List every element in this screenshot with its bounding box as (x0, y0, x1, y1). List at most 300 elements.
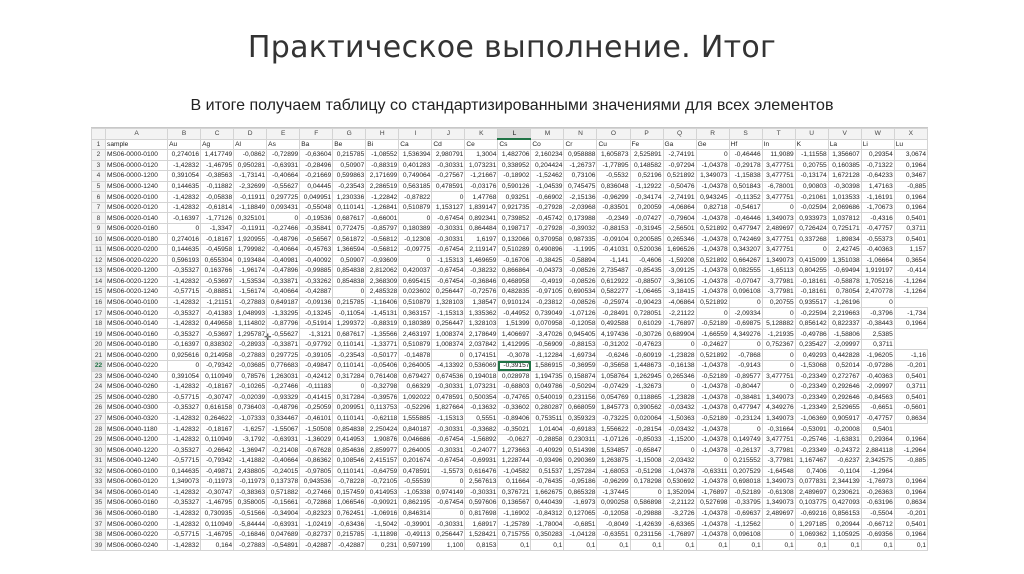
value-cell[interactable]: 0,077831 (795, 477, 828, 488)
value-cell[interactable]: -0,63196 (861, 498, 894, 509)
value-cell[interactable]: -1,04378 (696, 403, 729, 414)
value-cell[interactable]: 0,292646 (828, 392, 861, 403)
value-cell[interactable]: -0,38363 (234, 487, 267, 498)
row-header[interactable]: 30 (92, 445, 106, 456)
row-header[interactable]: 10 (92, 234, 106, 245)
field-name-cell[interactable]: Hf (729, 139, 762, 150)
value-cell[interactable]: -0,24077 (465, 445, 498, 456)
value-cell[interactable]: 0,749064 (399, 171, 432, 182)
value-cell[interactable]: 0,3711 (861, 339, 894, 350)
value-cell[interactable]: 0,215785 (333, 529, 366, 540)
value-cell[interactable]: -0,12058 (597, 508, 630, 519)
value-cell[interactable]: -1,42832 (168, 508, 201, 519)
value-cell[interactable]: -1,16191 (861, 192, 894, 203)
value-cell[interactable]: 0,264005 (399, 361, 432, 372)
value-cell[interactable]: 0,490896 (531, 245, 564, 256)
row-header[interactable]: 11 (92, 245, 106, 256)
value-cell[interactable]: 0,521892 (696, 297, 729, 308)
value-cell[interactable]: 0,514398 (564, 445, 597, 456)
sample-id-cell[interactable]: MS06-0060-0200 (106, 519, 168, 530)
value-cell[interactable]: -1,70673 (861, 202, 894, 213)
value-cell[interactable]: -1,63831 (828, 434, 861, 445)
value-cell[interactable]: 0 (333, 287, 366, 298)
value-cell[interactable]: 1,556622 (597, 424, 630, 435)
value-cell[interactable]: 0,290369 (564, 455, 597, 466)
value-cell[interactable]: -0,16397 (168, 339, 201, 350)
value-cell[interactable]: 1,349073 (696, 171, 729, 182)
value-cell[interactable]: 11,9089 (762, 150, 795, 161)
value-cell[interactable]: -0,10265 (234, 382, 267, 393)
value-cell[interactable]: 0,1964 (894, 318, 927, 329)
value-cell[interactable]: -0,41415 (300, 392, 333, 403)
value-cell[interactable]: -1,42832 (168, 434, 201, 445)
value-cell[interactable]: -0,39576 (366, 392, 399, 403)
value-cell[interactable]: 1,295787 (234, 329, 267, 340)
value-cell[interactable]: 0 (399, 255, 432, 266)
value-cell[interactable]: -0,72105 (366, 477, 399, 488)
value-cell[interactable]: -0,33262 (300, 276, 333, 287)
value-cell[interactable]: 0,5401 (861, 424, 894, 435)
value-cell[interactable]: -0,97792 (300, 339, 333, 350)
value-cell[interactable]: 2,5385 (861, 329, 894, 340)
value-cell[interactable]: 0,1 (729, 540, 762, 551)
value-cell[interactable]: -0,60919 (630, 350, 663, 361)
value-cell[interactable]: -0,8049 (597, 519, 630, 530)
value-cell[interactable]: 0,8153 (465, 540, 498, 551)
value-cell[interactable]: 0,110949 (201, 519, 234, 530)
value-cell[interactable]: 0,93251 (498, 192, 531, 203)
field-name-cell[interactable]: Ga (663, 139, 696, 150)
value-cell[interactable]: 0,148582 (630, 160, 663, 171)
value-cell[interactable]: 2,485328 (366, 287, 399, 298)
value-cell[interactable]: -5,84444 (234, 519, 267, 530)
row-header[interactable]: 33 (92, 477, 106, 488)
value-cell[interactable]: -2,03432 (663, 455, 696, 466)
value-cell[interactable]: 0,231156 (630, 529, 663, 540)
value-cell[interactable]: 2,489697 (762, 508, 795, 519)
value-cell[interactable]: -0,11882 (201, 181, 234, 192)
value-cell[interactable]: 0,561872 (333, 234, 366, 245)
value-cell[interactable]: -0,52189 (696, 318, 729, 329)
value-cell[interactable]: -1,45131 (366, 308, 399, 319)
value-cell[interactable]: 0,52196 (630, 171, 663, 182)
value-cell[interactable]: 2,178649 (465, 329, 498, 340)
value-cell[interactable]: -1,04378 (696, 245, 729, 256)
value-cell[interactable]: -0,52296 (399, 403, 432, 414)
value-cell[interactable]: -0,49871 (201, 466, 234, 477)
value-cell[interactable]: 1,799982 (234, 245, 267, 256)
value-cell[interactable]: -1,42832 (168, 202, 201, 213)
value-cell[interactable]: 1,100 (432, 540, 465, 551)
value-cell[interactable]: -1,15008 (630, 455, 663, 466)
value-cell[interactable]: 2,489697 (762, 223, 795, 234)
row-header[interactable]: 17 (92, 308, 106, 319)
value-cell[interactable]: 3,477751 (762, 160, 795, 171)
value-cell[interactable]: 0,935517 (795, 297, 828, 308)
value-cell[interactable]: 0,50907 (333, 255, 366, 266)
field-name-cell[interactable]: Fe (630, 139, 663, 150)
field-name-cell[interactable]: Bi (366, 139, 399, 150)
value-cell[interactable]: -0,27928 (531, 202, 564, 213)
value-cell[interactable]: 0,5401 (894, 234, 927, 245)
value-cell[interactable]: 0,892341 (465, 213, 498, 224)
value-cell[interactable]: -0,5504 (861, 508, 894, 519)
value-cell[interactable]: -1,42832 (168, 382, 201, 393)
value-cell[interactable]: -0,26137 (729, 445, 762, 456)
value-cell[interactable]: 0,690534 (564, 287, 597, 298)
value-cell[interactable]: -0,46446 (729, 213, 762, 224)
value-cell[interactable]: -0,33871 (267, 276, 300, 287)
value-cell[interactable]: -1,16902 (498, 508, 531, 519)
value-cell[interactable]: -1,76973 (861, 477, 894, 488)
value-cell[interactable]: -0,28858 (531, 434, 564, 445)
value-cell[interactable]: -1,04582 (498, 466, 531, 477)
value-cell[interactable]: 0,414953 (366, 487, 399, 498)
value-cell[interactable]: -0,67454 (432, 455, 465, 466)
value-cell[interactable]: -0,64759 (366, 466, 399, 477)
sample-id-cell[interactable]: MS06-0060-0120 (106, 477, 168, 488)
value-cell[interactable]: 0,5401 (894, 519, 927, 530)
value-cell[interactable]: 0 (432, 508, 465, 519)
field-name-cell[interactable]: Ag (201, 139, 234, 150)
column-header-b[interactable]: B (168, 129, 201, 140)
value-cell[interactable]: -0,74765 (498, 392, 531, 403)
value-cell[interactable]: 0,520036 (630, 245, 663, 256)
value-cell[interactable]: 0,958888 (564, 150, 597, 161)
value-cell[interactable]: 0,726424 (795, 223, 828, 234)
value-cell[interactable]: -0,35327 (168, 445, 201, 456)
row-header[interactable]: 13 (92, 266, 106, 277)
value-cell[interactable]: -0,90423 (630, 297, 663, 308)
value-cell[interactable]: -1,76897 (663, 529, 696, 540)
value-cell[interactable]: 0,597606 (465, 498, 498, 509)
value-cell[interactable]: 0 (432, 350, 465, 361)
value-cell[interactable]: -0,31202 (597, 339, 630, 350)
value-cell[interactable]: 1,696526 (663, 245, 696, 256)
value-cell[interactable]: 0,616476 (465, 466, 498, 477)
value-cell[interactable]: -0,78228 (333, 477, 366, 488)
value-cell[interactable]: 1,058764 (597, 371, 630, 382)
value-cell[interactable]: 0,854636 (333, 445, 366, 456)
value-cell[interactable]: 0,586898 (630, 498, 663, 509)
value-cell[interactable]: -1,69734 (564, 350, 597, 361)
value-cell[interactable]: 0,500354 (465, 392, 498, 403)
value-cell[interactable]: 0,679427 (399, 371, 432, 382)
value-cell[interactable]: 0,370958 (531, 234, 564, 245)
value-cell[interactable]: 1,263031 (267, 371, 300, 382)
value-cell[interactable]: 0,215785 (333, 297, 366, 308)
value-cell[interactable]: -3,09125 (663, 266, 696, 277)
value-cell[interactable]: -1,53068 (795, 361, 828, 372)
value-cell[interactable]: -0,27466 (300, 487, 333, 498)
value-cell[interactable]: -1,42832 (168, 519, 201, 530)
value-cell[interactable]: -0,19536 (300, 213, 333, 224)
value-cell[interactable]: -0,13174 (795, 171, 828, 182)
value-cell[interactable]: -0,35841 (300, 223, 333, 234)
value-cell[interactable]: 0,1 (861, 540, 894, 551)
value-cell[interactable]: -4,06864 (663, 297, 696, 308)
value-cell[interactable]: 0,482835 (498, 287, 531, 298)
value-cell[interactable]: 1,349073 (762, 213, 795, 224)
value-cell[interactable]: -0,69216 (795, 508, 828, 519)
value-cell[interactable]: 0,272767 (828, 371, 861, 382)
value-cell[interactable]: -1,73141 (234, 171, 267, 182)
column-header-i[interactable]: I (399, 129, 432, 140)
value-cell[interactable]: 0,3711 (894, 382, 927, 393)
value-cell[interactable]: -0,40981 (267, 255, 300, 266)
value-cell[interactable]: 1,90876 (366, 434, 399, 445)
value-cell[interactable]: 0,905917 (828, 413, 861, 424)
value-cell[interactable]: -0,11973 (201, 477, 234, 488)
value-cell[interactable]: 0,215552 (729, 455, 762, 466)
value-cell[interactable]: 2,812062 (366, 266, 399, 277)
sample-id-cell[interactable]: MS06-0020-0160 (106, 223, 168, 234)
value-cell[interactable]: -0,40929 (531, 445, 564, 456)
value-cell[interactable]: 1,066546 (333, 498, 366, 509)
value-cell[interactable]: -1,02419 (300, 519, 333, 530)
value-cell[interactable]: -0,52189 (696, 371, 729, 382)
value-cell[interactable]: 1,114802 (234, 318, 267, 329)
value-cell[interactable]: -0,08526 (564, 266, 597, 277)
value-cell[interactable]: -1,04378 (696, 234, 729, 245)
value-cell[interactable]: 0,174151 (465, 350, 498, 361)
value-cell[interactable]: 0,274016 (168, 234, 201, 245)
value-cell[interactable]: -1,46795 (201, 529, 234, 540)
value-cell[interactable]: 0,521892 (696, 350, 729, 361)
value-cell[interactable]: 0,207529 (729, 466, 762, 477)
value-cell[interactable]: -0,30398 (828, 181, 861, 192)
column-header-k[interactable]: K (465, 129, 498, 140)
value-cell[interactable]: 1,47768 (465, 192, 498, 203)
value-cell[interactable]: 0,599863 (333, 171, 366, 182)
value-cell[interactable]: -0,39901 (399, 519, 432, 530)
value-cell[interactable]: 0,8634 (894, 498, 927, 509)
value-cell[interactable]: -3,36105 (663, 276, 696, 287)
value-cell[interactable]: 1,448673 (630, 361, 663, 372)
row-header[interactable]: 9 (92, 223, 106, 234)
value-cell[interactable]: -0,97805 (300, 466, 333, 477)
value-cell[interactable]: 0,1 (531, 540, 564, 551)
value-cell[interactable]: -1,41882 (234, 455, 267, 466)
value-cell[interactable]: -4,06864 (663, 202, 696, 213)
row-header[interactable]: 23 (92, 371, 106, 382)
sample-id-cell[interactable]: MS06-0040-0260 (106, 382, 168, 393)
value-cell[interactable]: 1,008374 (432, 329, 465, 340)
value-cell[interactable]: -1,141 (597, 255, 630, 266)
value-cell[interactable]: -0,69183 (564, 424, 597, 435)
sample-id-cell[interactable]: MS06-0020-1220 (106, 276, 168, 287)
value-cell[interactable]: -0,3078 (498, 350, 531, 361)
value-cell[interactable]: 0,29354 (861, 150, 894, 161)
value-cell[interactable]: -0,16846 (234, 529, 267, 540)
value-cell[interactable]: 0,020064 (630, 413, 663, 424)
value-cell[interactable]: 0,108546 (333, 455, 366, 466)
value-cell[interactable]: 0 (663, 382, 696, 393)
value-cell[interactable]: 0,201674 (399, 455, 432, 466)
value-cell[interactable]: -0,56812 (366, 234, 399, 245)
value-cell[interactable]: -1,25789 (498, 519, 531, 530)
column-header-a[interactable]: A (106, 129, 168, 140)
value-cell[interactable]: 1,406697 (498, 329, 531, 340)
sample-id-cell[interactable]: MS06-0060-0180 (106, 508, 168, 519)
column-header-d[interactable]: D (234, 129, 267, 140)
value-cell[interactable]: 0,096108 (729, 287, 762, 298)
column-header-m[interactable]: M (531, 129, 564, 140)
row-header[interactable]: 36 (92, 508, 106, 519)
value-cell[interactable]: -0,03432 (663, 403, 696, 414)
value-cell[interactable]: 0,974149 (432, 487, 465, 498)
value-cell[interactable]: -1,42639 (630, 519, 663, 530)
value-cell[interactable]: 0 (729, 297, 762, 308)
value-cell[interactable]: 0,582277 (597, 287, 630, 298)
value-cell[interactable]: -1,42832 (168, 192, 201, 203)
value-cell[interactable]: -0,38481 (729, 392, 762, 403)
value-cell[interactable]: -0,82737 (300, 529, 333, 540)
row-header[interactable]: 19 (92, 329, 106, 340)
column-header-e[interactable]: E (267, 129, 300, 140)
value-cell[interactable]: -0,85435 (630, 266, 663, 277)
field-name-cell[interactable]: La (828, 139, 861, 150)
sample-id-cell[interactable]: MS06-0020-0100 (106, 192, 168, 203)
value-cell[interactable]: 0,046686 (399, 434, 432, 445)
value-cell[interactable]: -0,30331 (432, 424, 465, 435)
value-cell[interactable]: 1,47163 (861, 181, 894, 192)
value-cell[interactable]: -6,63365 (663, 519, 696, 530)
value-cell[interactable]: -0,93496 (531, 455, 564, 466)
value-cell[interactable]: 1,257284 (564, 466, 597, 477)
value-cell[interactable]: 2,069686 (828, 202, 861, 213)
value-cell[interactable]: 1,662675 (531, 487, 564, 498)
value-cell[interactable]: 0,110141 (333, 339, 366, 350)
value-cell[interactable]: 0,50907 (333, 160, 366, 171)
value-cell[interactable]: 0 (696, 455, 729, 466)
value-cell[interactable]: 3,477751 (762, 371, 795, 382)
value-cell[interactable]: -0,28491 (597, 308, 630, 319)
value-cell[interactable]: 0,158874 (564, 371, 597, 382)
column-header-n[interactable]: N (564, 129, 597, 140)
value-cell[interactable]: 1,069362 (795, 529, 828, 540)
value-cell[interactable]: 0,20755 (795, 160, 828, 171)
value-cell[interactable]: 1,273663 (498, 445, 531, 456)
value-cell[interactable]: -3,2726 (663, 508, 696, 519)
value-cell[interactable]: -0,885 (894, 455, 927, 466)
value-cell[interactable]: -0,29888 (630, 508, 663, 519)
value-cell[interactable]: -1,96205 (861, 350, 894, 361)
column-header-o[interactable]: O (597, 129, 630, 140)
value-cell[interactable]: -0,33602 (498, 403, 531, 414)
value-cell[interactable]: -1,53534 (234, 276, 267, 287)
value-cell[interactable]: 0,563185 (399, 181, 432, 192)
value-cell[interactable]: -3,77981 (762, 287, 795, 298)
row-header[interactable]: 31 (92, 455, 106, 466)
field-name-cell[interactable]: Ce (465, 139, 498, 150)
value-cell[interactable]: 0,449658 (201, 318, 234, 329)
value-cell[interactable]: 3,477751 (762, 434, 795, 445)
value-cell[interactable]: -0,90921 (366, 498, 399, 509)
value-cell[interactable]: 0,943245 (696, 192, 729, 203)
value-cell[interactable]: 4,349276 (729, 329, 762, 340)
row-header[interactable]: 24 (92, 382, 106, 393)
value-cell[interactable]: -0,201 (894, 508, 927, 519)
value-cell[interactable]: 0,910124 (498, 297, 531, 308)
value-cell[interactable]: 3,0674 (894, 150, 927, 161)
value-cell[interactable]: 0,477947 (729, 403, 762, 414)
value-cell[interactable]: -0,45763 (300, 245, 333, 256)
value-cell[interactable]: 0,715755 (498, 529, 531, 540)
value-cell[interactable]: -0,50476 (663, 181, 696, 192)
value-cell[interactable]: 1,482706 (498, 150, 531, 161)
value-cell[interactable]: 0,082555 (729, 266, 762, 277)
value-cell[interactable]: -0,27883 (234, 350, 267, 361)
value-cell[interactable]: 1,048993 (234, 308, 267, 319)
value-cell[interactable]: 0,256447 (432, 318, 465, 329)
row-header[interactable]: 26 (92, 403, 106, 414)
value-cell[interactable]: 0 (333, 382, 366, 393)
value-cell[interactable]: -0,07047 (729, 276, 762, 287)
value-cell[interactable]: -1,58806 (828, 329, 861, 340)
column-header-g[interactable]: G (333, 129, 366, 140)
value-cell[interactable]: 0,391054 (168, 371, 201, 382)
value-cell[interactable]: -0,99885 (300, 266, 333, 277)
value-cell[interactable]: -0,79604 (663, 213, 696, 224)
value-cell[interactable]: 0,730935 (201, 508, 234, 519)
value-cell[interactable]: 0,1964 (894, 487, 927, 498)
value-cell[interactable]: -0,4606 (630, 255, 663, 266)
value-cell[interactable]: -0,35658 (597, 361, 630, 372)
select-all-corner[interactable] (92, 129, 106, 140)
value-cell[interactable]: -0,85797 (366, 223, 399, 234)
value-cell[interactable]: 0,822337 (828, 318, 861, 329)
value-cell[interactable]: 0,096108 (729, 529, 762, 540)
value-cell[interactable]: -0,24627 (696, 339, 729, 350)
value-cell[interactable]: -0,03685 (234, 361, 267, 372)
value-cell[interactable]: 0,256447 (432, 529, 465, 540)
field-name-cell[interactable]: Ba (300, 139, 333, 150)
value-cell[interactable]: -0,47757 (861, 413, 894, 424)
value-cell[interactable]: -0,11183 (300, 382, 333, 393)
value-cell[interactable]: 0,317284 (333, 392, 366, 403)
value-cell[interactable]: -0,39157 (498, 361, 531, 372)
value-cell[interactable]: 0,668059 (564, 403, 597, 414)
value-cell[interactable]: -0,26642 (201, 445, 234, 456)
value-cell[interactable]: -0,18161 (795, 276, 828, 287)
value-cell[interactable]: -0,57715 (168, 455, 201, 466)
value-cell[interactable]: -0,56909 (531, 339, 564, 350)
value-cell[interactable]: 1,705216 (861, 276, 894, 287)
value-cell[interactable]: -0,63436 (333, 519, 366, 530)
value-cell[interactable]: 0,110949 (201, 434, 234, 445)
row-header[interactable]: 1 (92, 139, 106, 150)
value-cell[interactable]: -1,36947 (234, 445, 267, 456)
value-cell[interactable]: 0,933973 (795, 213, 828, 224)
value-cell[interactable]: 0,093431 (267, 202, 300, 213)
value-cell[interactable]: -0,5601 (894, 403, 927, 414)
value-cell[interactable]: -6,78001 (762, 181, 795, 192)
value-cell[interactable]: 0,5401 (894, 371, 927, 382)
value-cell[interactable]: -2,56501 (663, 223, 696, 234)
value-cell[interactable]: -0,35327 (168, 329, 201, 340)
value-cell[interactable]: 0,649187 (267, 297, 300, 308)
value-cell[interactable]: -0,18902 (498, 171, 531, 182)
row-header[interactable]: 29 (92, 434, 106, 445)
value-cell[interactable]: -1,77126 (201, 213, 234, 224)
sample-id-cell[interactable]: MS06-0040-0200 (106, 350, 168, 361)
value-cell[interactable]: -0,42887 (300, 287, 333, 298)
value-cell[interactable]: 0,698018 (729, 477, 762, 488)
value-cell[interactable]: -0,88319 (366, 318, 399, 329)
value-cell[interactable]: -0,24372 (828, 445, 861, 456)
row-header[interactable]: 7 (92, 202, 106, 213)
